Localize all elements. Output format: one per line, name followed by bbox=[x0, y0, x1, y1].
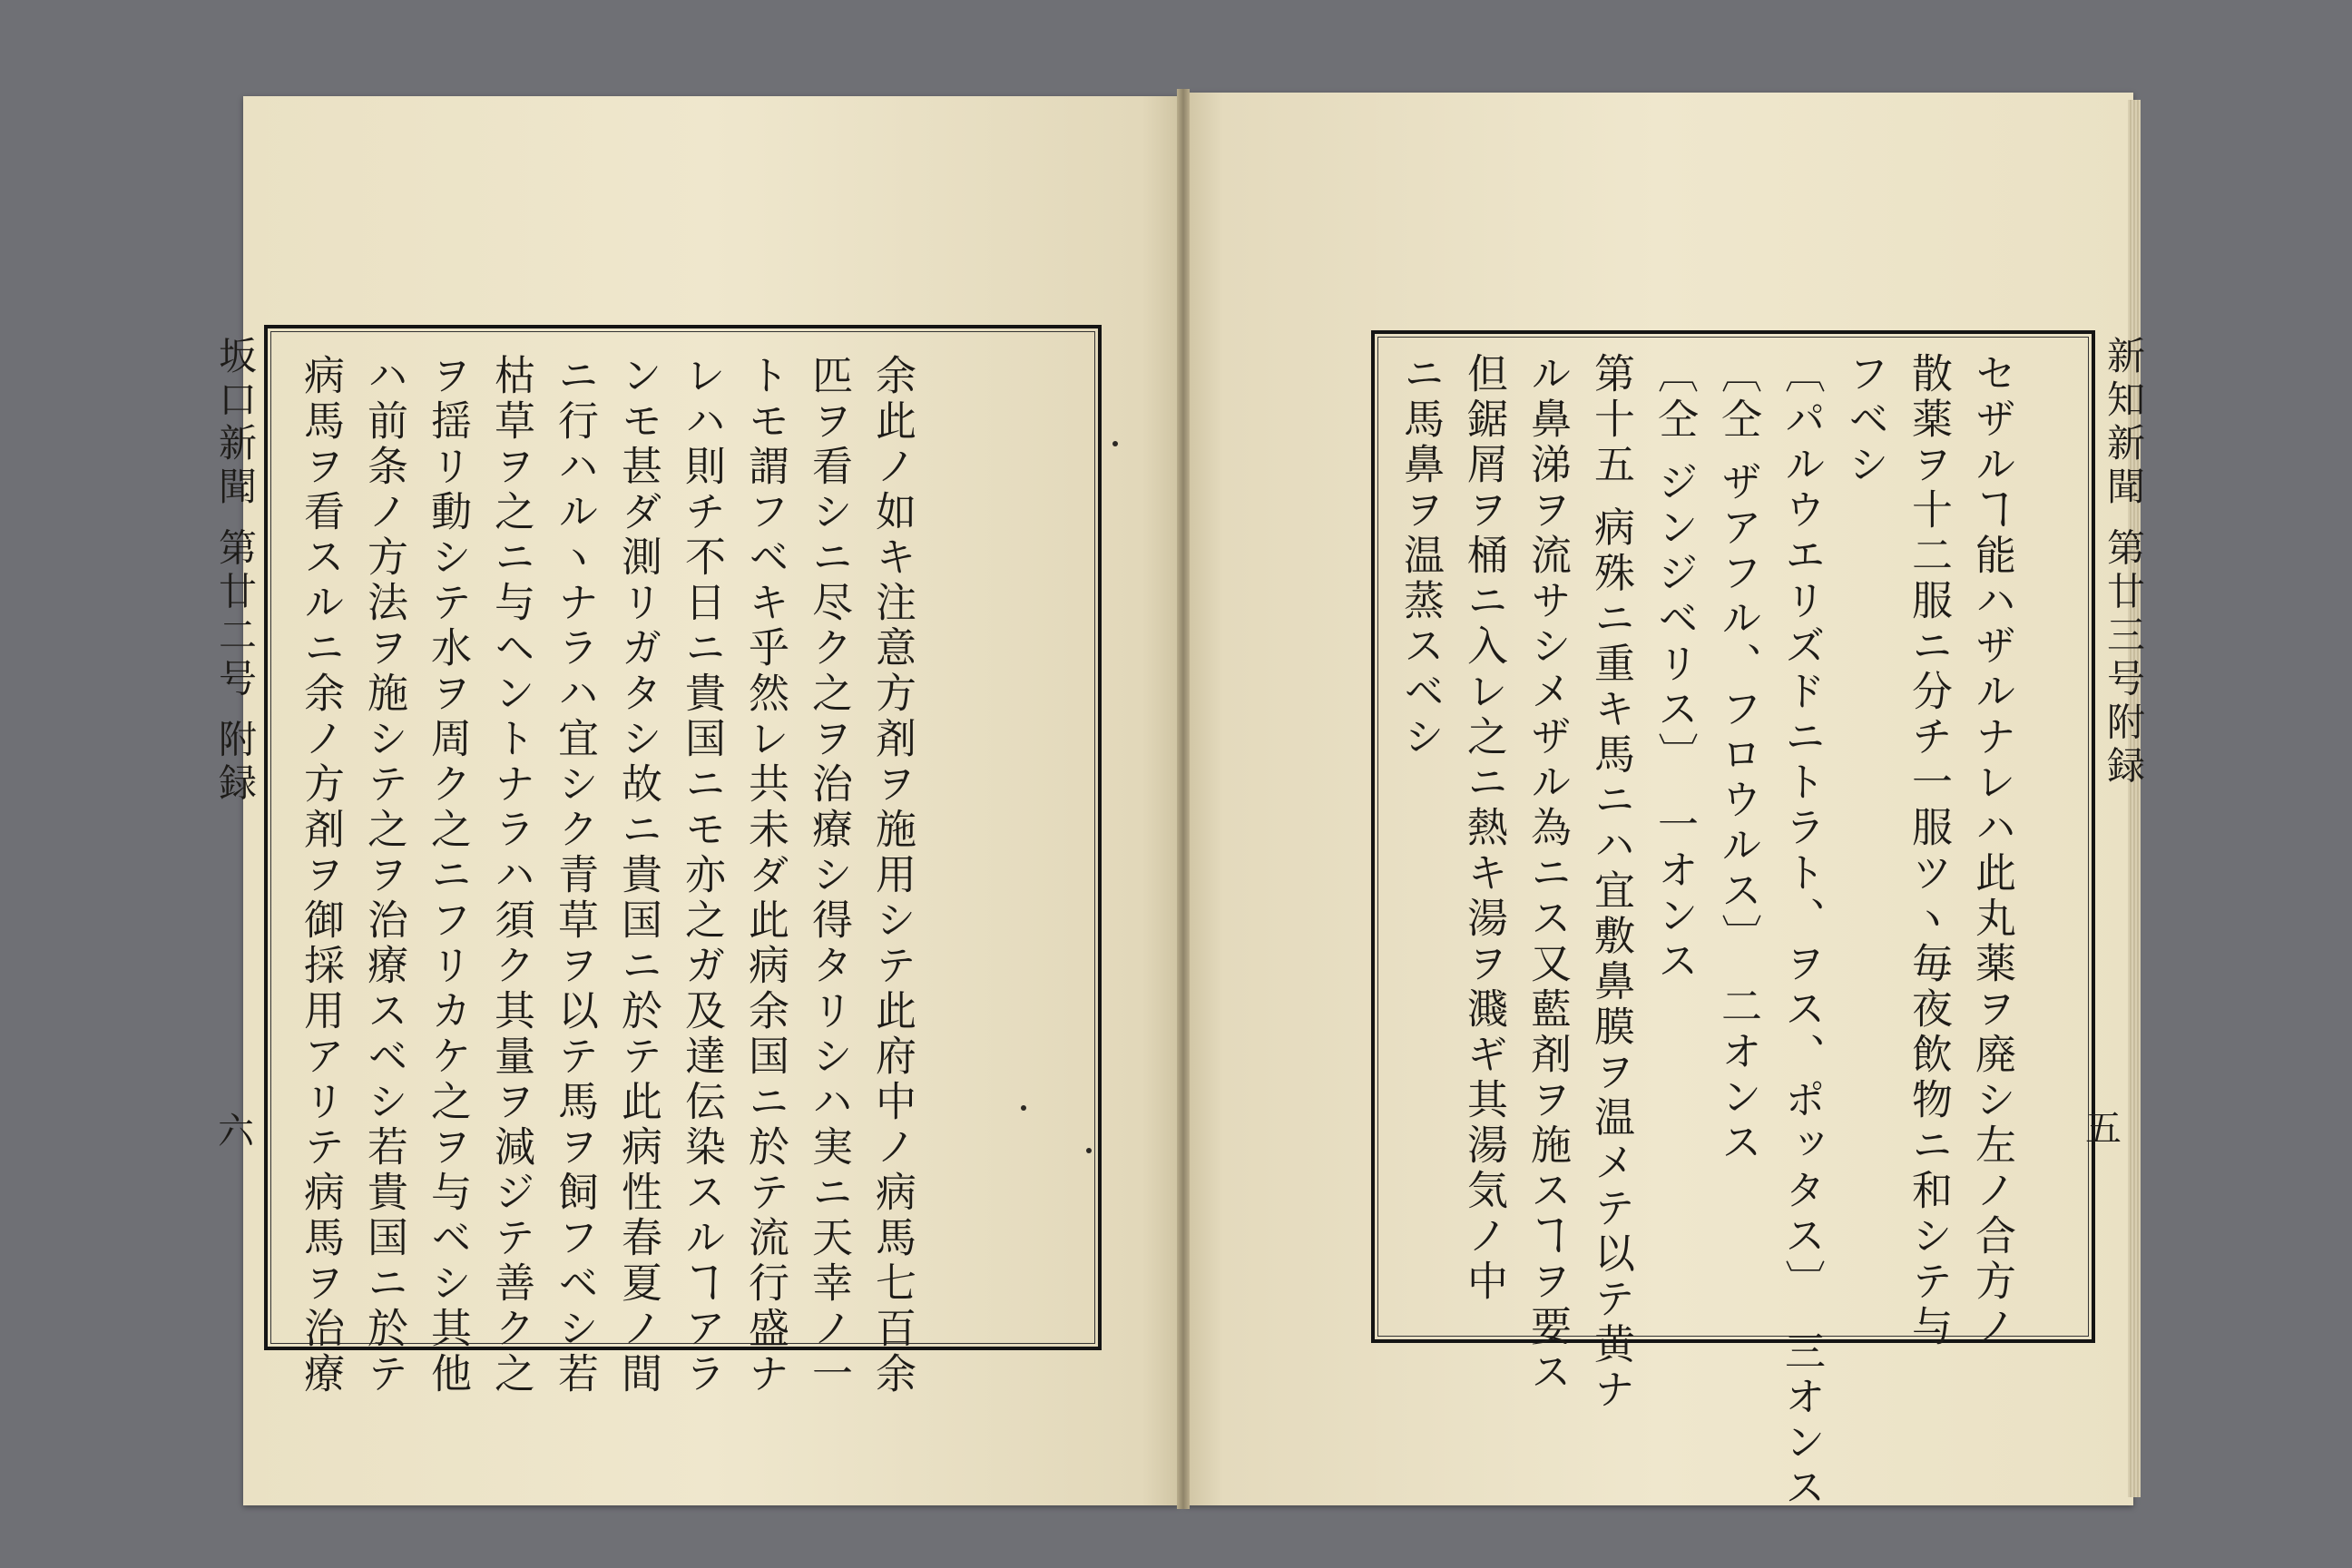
text-column: トモ謂フベキ乎然レ共未ダ此病余国ニ於テ流行盛ナ bbox=[741, 354, 789, 1397]
text-column: ニ馬鼻ヲ温蒸スベシ bbox=[1396, 352, 1445, 760]
left-body-text bbox=[289, 354, 924, 1397]
right-margin-title: 新知新聞 第廿三号附録 bbox=[2102, 336, 2146, 789]
text-column: 匹ヲ看シニ尽ク之ヲ治療シ得タリシハ実ニ天幸ノ一 bbox=[805, 354, 853, 1397]
left-margin-title: 坂口新聞 第廿二号 附録 bbox=[213, 336, 258, 807]
text-column: 第十五 病殊ニ重キ馬ニハ宜敷鼻膜ヲ温メテ以テ黄ナ bbox=[1587, 352, 1635, 1414]
formula-name: 〔 仝 ザアフル、フロウルス 〕 bbox=[1714, 352, 1762, 939]
text-column: 散薬ヲ十二服ニ分チ一服ツヽ毎夜飲物ニ和シテ与 bbox=[1905, 352, 1953, 1350]
right-page-number: 五 bbox=[2085, 1108, 2122, 1150]
text-column: 但鋸屑ヲ桶ニ入レ之ニ熱キ湯ヲ濺ギ其湯気ノ中 bbox=[1460, 352, 1508, 1305]
left-page-number: 六 bbox=[218, 1111, 254, 1152]
text-column: レハ則チ不日ニ貴国ニモ亦之ガ及達伝染スルヿアラ bbox=[678, 354, 726, 1397]
text-column: 病馬ヲ看スルニ余ノ方剤ヲ御採用アリテ病馬ヲ治療 bbox=[297, 354, 345, 1397]
text-column: 枯草ヲ之ニ与ヘントナラハ須ク其量ヲ減ジテ善ク之 bbox=[487, 354, 535, 1397]
formula-quantity: 二オンス bbox=[1714, 984, 1762, 1166]
ink-speck bbox=[1112, 441, 1118, 446]
book-gutter bbox=[1177, 89, 1190, 1509]
ink-speck bbox=[1021, 1105, 1026, 1111]
text-column: セザルヿ能ハザルナレハ此丸薬ヲ廃シ左ノ合方ノ bbox=[1968, 352, 2016, 1350]
text-column: ハ前条ノ方法ヲ施シテ之ヲ治療スベシ若貴国ニ於テ bbox=[360, 354, 408, 1397]
formula-name: 〔 パルウエリズドニトラト、ヲス、ポッタス 〕 bbox=[1778, 352, 1826, 1285]
right-body-text bbox=[1388, 352, 2024, 1512]
text-column: ル鼻涕ヲ流サシメザル為ニス又藍剤ヲ施スヿヲ要ス bbox=[1524, 352, 1572, 1396]
text-column: フベシ bbox=[1841, 352, 1889, 488]
text-column: ヲ揺リ動シテ水ヲ周ク之ニフリカケ之ヲ与ベシ其他 bbox=[424, 354, 472, 1397]
formula-line bbox=[1769, 352, 1833, 1512]
text-column: ニ行ハルヽナラハ宜シク青草ヲ以テ馬ヲ飼フベシ若 bbox=[551, 354, 599, 1397]
formula-name: 〔 仝 ジンジベリス 〕 bbox=[1651, 352, 1699, 758]
formula-line bbox=[1706, 352, 1769, 1323]
text-column: ンモ甚ダ測リガタシ故ニ貴国ニ於テ此病性春夏ノ間 bbox=[614, 354, 662, 1397]
text-column: 余此ノ如キ注意方剤ヲ施用シテ此府中ノ病馬七百余 bbox=[868, 354, 916, 1397]
formula-quantity: 三オンス bbox=[1778, 1329, 1826, 1512]
formula-quantity: 一オンス bbox=[1651, 802, 1699, 985]
ink-speck bbox=[1086, 1148, 1092, 1153]
formula-line bbox=[1642, 352, 1706, 1323]
page-edges bbox=[2128, 100, 2141, 1497]
